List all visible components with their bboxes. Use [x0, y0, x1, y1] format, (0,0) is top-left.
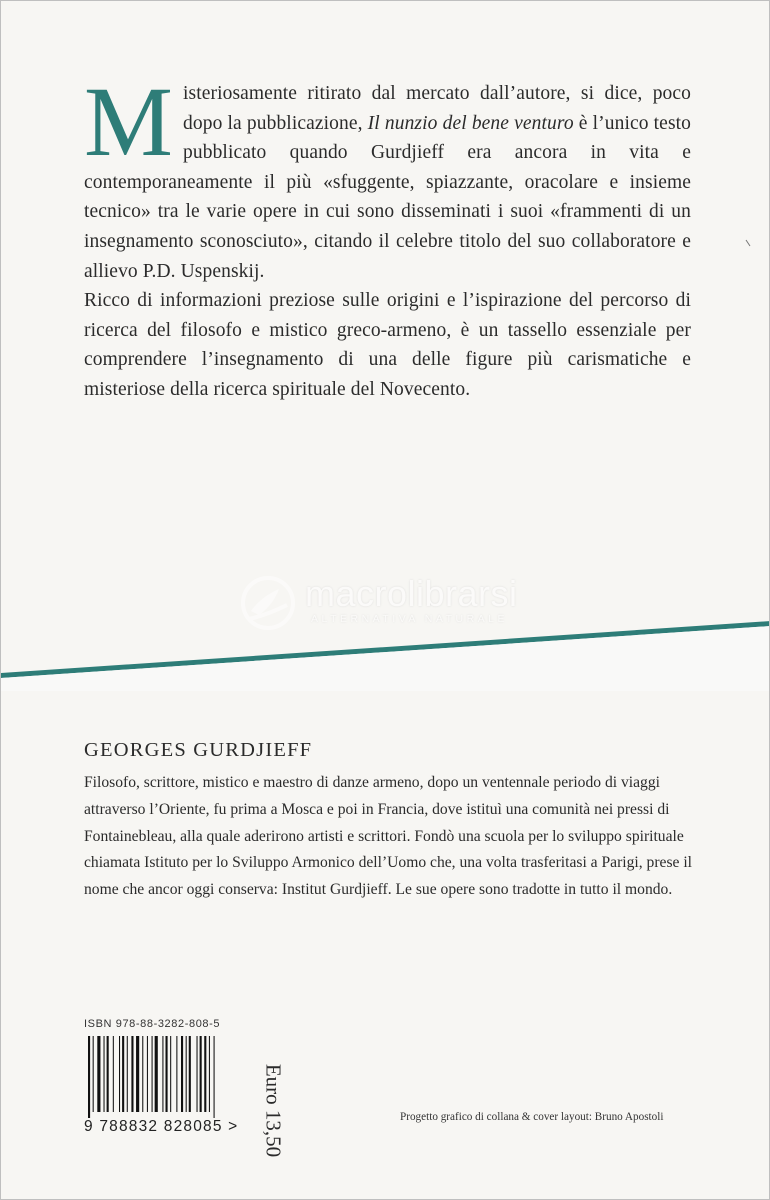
teal-divider-band: [1, 621, 770, 691]
barcode-stripe: [152, 1036, 153, 1112]
design-credits: Progetto grafico di collana & cover layout: Bruno Apostoli: [400, 1111, 664, 1123]
barcode-stripe: [197, 1036, 198, 1112]
barcode-stripe: [176, 1036, 177, 1112]
barcode-stripe: [131, 1036, 133, 1112]
blurb-paragraph-2: Ricco di informazioni preziose sulle origini e l’ispirazione del percorso di ricerca del filosofo e mistico greco-armeno, è un tassello essenziale per comprendere l’insegnamento di una delle figure più carismatiche e misteriose della ricerca spirituale del Novecento.: [84, 290, 691, 400]
isbn-label: ISBN 978-88-3282-808-5: [84, 1018, 221, 1030]
author-name: GEORGES GURDJIEFF: [84, 739, 313, 761]
barcode-stripe: [88, 1036, 90, 1118]
barcode-stripe: [166, 1036, 168, 1112]
barcode-stripe: [113, 1036, 114, 1112]
blurb-text-1b: è l’unico testo pubblicato quando Gurdjieff era ancora in vita e contemporaneamente il più «sfuggente, spiazzante, oracolare e insieme tecnico» tra le varie opere in cui sono disseminati i suoi «frammenti di un insegnamento sconosciuto», citando il celebre titolo del suo collaboratore e allievo P.D. Uspenskij.: [84, 112, 691, 282]
watermark-brand: macrolibrarsi: [305, 573, 518, 614]
barcode-stripe: [136, 1036, 139, 1112]
book-blurb: [84, 66, 691, 405]
barcode-stripe: [127, 1036, 128, 1112]
barcode-stripe: [214, 1036, 215, 1118]
author-bio: Filosofo, scrittore, mistico e maestro di danze armeno, dopo un ventennale periodo di viaggi attraverso l’Oriente, fu prima a Mosca e poi in Francia, dove istituì una comunità nei pressi di Fontainebleau, alla quale aderirono artisti e scrittori. Fondò una scuola per lo sviluppo spirituale chiamata Istituto per lo Sviluppo Armonico dell’Uomo che, una volta trasferitasi a Parigi, prese il nome che ancor oggi conserva: Institut Gurdjieff. Le sue opere sono tradotte in tutto il mondo.: [84, 774, 693, 899]
barcode-stripe: [97, 1036, 100, 1112]
print-mark-icon: [745, 239, 751, 247]
barcode-digits: 9 788832 828085 >: [84, 1118, 239, 1135]
barcode-stripe: [200, 1036, 202, 1112]
barcode-stripe: [162, 1036, 163, 1112]
barcode-stripe: [147, 1036, 148, 1112]
barcode-stripe: [122, 1036, 124, 1112]
isbn-barcode: [84, 1018, 266, 1158]
barcode-stripe: [155, 1036, 158, 1112]
barcode-bars: [88, 1036, 260, 1118]
barcode-stripe: [181, 1036, 183, 1112]
barcode-stripe: [209, 1036, 210, 1112]
watermark-tagline: ALTERNATIVA NATURALE: [311, 613, 508, 625]
barcode-stripe: [142, 1036, 143, 1112]
barcode-stripe: [204, 1036, 206, 1112]
barcode-stripe: [119, 1036, 120, 1112]
barcode-stripe: [93, 1036, 94, 1112]
book-title-italic: Il nunzio del bene venturo: [367, 112, 574, 134]
barcode-stripe: [170, 1036, 171, 1112]
barcode-stripe: [186, 1036, 187, 1112]
blurb-paragraph-1: [84, 66, 691, 286]
drop-cap: M: [84, 66, 174, 177]
barcode-stripe: [107, 1036, 109, 1112]
barcode-stripe: [189, 1036, 191, 1112]
barcode-stripe: [104, 1036, 105, 1112]
price-label: Euro 13,50: [261, 1063, 286, 1158]
blurb-text-1a: isteriosamente ritirato dal mercato dall’autore, si dice, poco dopo la pubblicazione,: [183, 83, 691, 134]
